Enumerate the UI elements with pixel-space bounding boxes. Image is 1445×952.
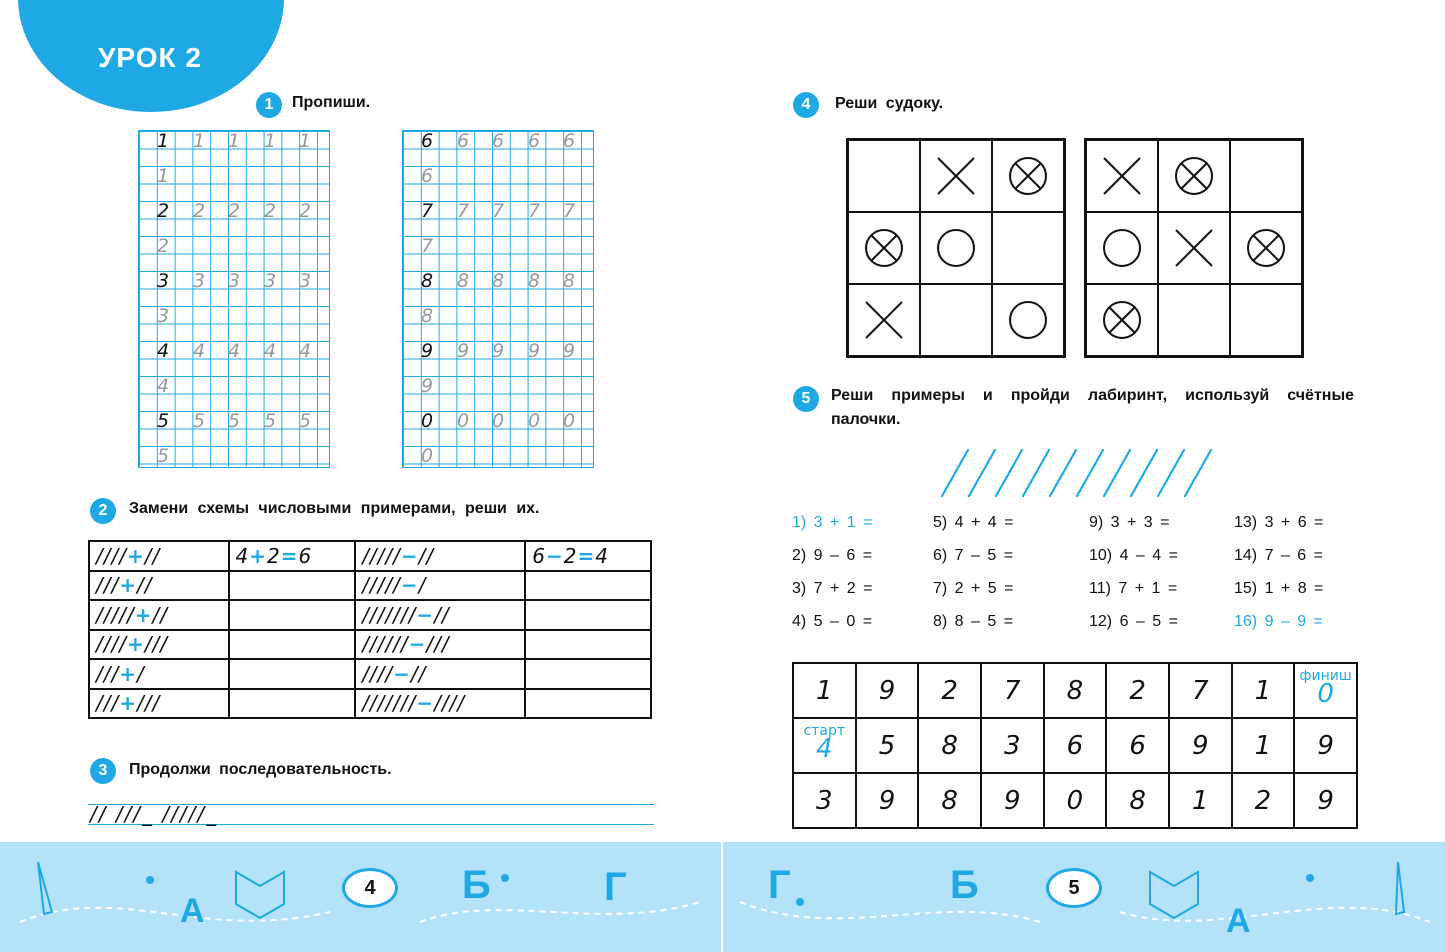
- task-3-badge: 3: [90, 758, 116, 784]
- scheme-sub-cell: ///////−//: [355, 600, 525, 630]
- svg-text:Б: Б: [462, 863, 491, 907]
- example-item: 16) 9 – 9 =: [1234, 613, 1323, 630]
- svg-text:Г: Г: [604, 865, 627, 909]
- sudoku-cell[interactable]: [1230, 284, 1302, 356]
- maze-cell[interactable]: 1: [1169, 773, 1232, 828]
- example-item: 12) 6 – 5 =: [1089, 613, 1178, 630]
- maze-cell[interactable]: 3: [981, 718, 1044, 773]
- maze-cell[interactable]: 9: [1169, 718, 1232, 773]
- example-item: 1) 3 + 1 =: [792, 514, 873, 531]
- task-3-title: Продолжи последовательность.: [129, 761, 392, 778]
- maze-row: [793, 663, 1357, 718]
- scheme-sub-answer[interactable]: [525, 600, 651, 630]
- example-item: 7) 2 + 5 =: [933, 580, 1014, 597]
- scheme-add-cell: ///+///: [89, 689, 229, 719]
- sudoku-cell: [1086, 140, 1158, 212]
- circle-icon: [1100, 226, 1144, 270]
- maze-cell[interactable]: 3: [793, 773, 856, 828]
- task-2-badge: 2: [90, 498, 116, 524]
- scheme-add-cell: ////+///: [89, 630, 229, 660]
- scheme-sub-answer[interactable]: [525, 630, 651, 660]
- maze-cell[interactable]: 9: [1294, 718, 1357, 773]
- task-5-badge: 5: [793, 386, 819, 412]
- circled-cross-icon: [1172, 154, 1216, 198]
- example-item: 4) 5 – 0 =: [792, 613, 873, 630]
- maze-cell[interactable]: 9: [856, 663, 919, 718]
- sudoku-cell: [848, 212, 920, 284]
- maze-cell[interactable]: 8: [1044, 663, 1107, 718]
- scheme-add-cell: ///+/: [89, 659, 229, 689]
- writing-grid-right: 6 6 6 6 6 6 7 7 7 7 7 7 8 8 8 8 8 8 9 9 9 9 9 9 0 0 0 0 0 0: [402, 130, 594, 468]
- cross-icon: [862, 298, 906, 342]
- page-number-left: 4: [342, 868, 398, 908]
- maze-cell[interactable]: 8: [918, 718, 981, 773]
- example-item: 13) 3 + 6 =: [1234, 514, 1324, 531]
- maze-cell[interactable]: 2: [1106, 663, 1169, 718]
- scheme-sub-cell: ////−//: [355, 659, 525, 689]
- maze-cell[interactable]: 2: [918, 663, 981, 718]
- svg-text:А: А: [1226, 902, 1251, 940]
- maze-cell[interactable]: 5: [856, 718, 919, 773]
- sudoku-cell: [1086, 212, 1158, 284]
- maze-cell[interactable]: 7: [981, 663, 1044, 718]
- maze-cell[interactable]: 6: [1106, 718, 1169, 773]
- example-item: 15) 1 + 8 =: [1234, 580, 1324, 597]
- scheme-row: [89, 659, 651, 689]
- sudoku-cell: [992, 284, 1064, 356]
- sudoku-cell[interactable]: [920, 284, 992, 356]
- svg-text:Б: Б: [950, 863, 979, 907]
- schemes-table: [88, 540, 652, 719]
- cross-icon: [1100, 154, 1144, 198]
- sudoku-cell[interactable]: [1230, 140, 1302, 212]
- example-item: 3) 7 + 2 =: [792, 580, 873, 597]
- scheme-row: [89, 630, 651, 660]
- scheme-sub-cell: /////−/: [355, 571, 525, 601]
- task-1-title: Пропиши.: [292, 94, 371, 111]
- scheme-sub-answer[interactable]: 6−2=4: [525, 541, 651, 571]
- sudoku-cell: [920, 140, 992, 212]
- task-1-badge: 1: [256, 92, 282, 118]
- maze-cell[interactable]: 6: [1044, 718, 1107, 773]
- circled-cross-icon: [862, 226, 906, 270]
- maze-row: [793, 718, 1357, 773]
- cross-icon: [1172, 226, 1216, 270]
- scheme-add-answer[interactable]: [229, 571, 356, 601]
- svg-text:А: А: [180, 892, 205, 930]
- scheme-add-cell: ///+//: [89, 571, 229, 601]
- sudoku-cell[interactable]: [1158, 284, 1230, 356]
- task-5-title: Реши примеры и пройди лабиринт, используй счётные палочки.: [831, 387, 1354, 428]
- sudoku-grid-1: [846, 138, 1066, 358]
- maze-cell[interactable]: 9: [856, 773, 919, 828]
- scheme-add-answer[interactable]: 4+2=6: [229, 541, 356, 571]
- scheme-row: [89, 571, 651, 601]
- page-divider: [721, 842, 723, 952]
- sudoku-cell: [992, 140, 1064, 212]
- maze-table: [792, 662, 1358, 829]
- task-4-title: Реши судоку.: [835, 95, 944, 112]
- scheme-row: [89, 541, 651, 571]
- sudoku-cell: [1230, 212, 1302, 284]
- sudoku-cell[interactable]: [848, 140, 920, 212]
- sudoku-cell: [1158, 212, 1230, 284]
- maze-finish-cell[interactable]: финиш 0: [1294, 663, 1357, 718]
- scheme-sub-answer[interactable]: [525, 659, 651, 689]
- circled-cross-icon: [1006, 154, 1050, 198]
- writing-grid-left: 1 1 1 1 1 1 2 2 2 2 2 2 3 3 3 3 3 3 4 4 4 4 4 4 5 5 5 5 5 5: [138, 130, 330, 468]
- scheme-sub-answer[interactable]: [525, 571, 651, 601]
- example-item: 2) 9 – 6 =: [792, 547, 873, 564]
- sudoku-cell: [1158, 140, 1230, 212]
- maze-cell[interactable]: 8: [918, 773, 981, 828]
- counting-sticks: [936, 446, 1212, 502]
- sudoku-cell: [848, 284, 920, 356]
- sequence-text: // ///_ /////_: [90, 802, 219, 826]
- scheme-row: [89, 689, 651, 719]
- maze-cell[interactable]: 1: [1232, 663, 1295, 718]
- scheme-add-answer[interactable]: [229, 600, 356, 630]
- page-number-right: 5: [1046, 868, 1102, 908]
- scheme-sub-answer[interactable]: [525, 689, 651, 719]
- circle-icon: [934, 226, 978, 270]
- scheme-add-answer[interactable]: [229, 659, 356, 689]
- maze-start-cell[interactable]: старт 4: [793, 718, 856, 773]
- circled-cross-icon: [1244, 226, 1288, 270]
- maze-cell[interactable]: 7: [1169, 663, 1232, 718]
- scheme-add-answer[interactable]: [229, 630, 356, 660]
- scheme-add-cell: /////+//: [89, 600, 229, 630]
- sudoku-grid-2: [1084, 138, 1304, 358]
- sudoku-cell: [920, 212, 992, 284]
- maze-cell[interactable]: 1: [793, 663, 856, 718]
- scheme-sub-cell: //////−///: [355, 630, 525, 660]
- scheme-row: [89, 600, 651, 630]
- maze-cell[interactable]: 2: [1232, 773, 1295, 828]
- example-item: 9) 3 + 3 =: [1089, 514, 1170, 531]
- example-item: 11) 7 + 1 =: [1089, 580, 1178, 597]
- svg-text:Г: Г: [768, 863, 791, 907]
- example-item: 8) 8 – 5 =: [933, 613, 1014, 630]
- cross-icon: [934, 154, 978, 198]
- maze-cell[interactable]: 9: [1294, 773, 1357, 828]
- lesson-title: УРОК 2: [98, 42, 202, 73]
- circle-icon: [1006, 298, 1050, 342]
- maze-cell[interactable]: 0: [1044, 773, 1107, 828]
- sudoku-cell[interactable]: [992, 212, 1064, 284]
- example-item: 14) 7 – 6 =: [1234, 547, 1323, 564]
- example-item: 10) 4 – 4 =: [1089, 547, 1178, 564]
- maze-cell[interactable]: 1: [1232, 718, 1295, 773]
- example-item: 5) 4 + 4 =: [933, 514, 1014, 531]
- maze-cell[interactable]: 8: [1106, 773, 1169, 828]
- scheme-add-answer[interactable]: [229, 689, 356, 719]
- task-4-badge: 4: [793, 92, 819, 118]
- task-2-title: Замени схемы числовыми примерами, реши их.: [129, 500, 540, 517]
- scheme-add-cell: ////+//: [89, 541, 229, 571]
- maze-row: [793, 773, 1357, 828]
- sudoku-cell: [1086, 284, 1158, 356]
- example-item: 6) 7 – 5 =: [933, 547, 1014, 564]
- circled-cross-icon: [1100, 298, 1144, 342]
- maze-cell[interactable]: 9: [981, 773, 1044, 828]
- scheme-sub-cell: /////−//: [355, 541, 525, 571]
- scheme-sub-cell: ///////−////: [355, 689, 525, 719]
